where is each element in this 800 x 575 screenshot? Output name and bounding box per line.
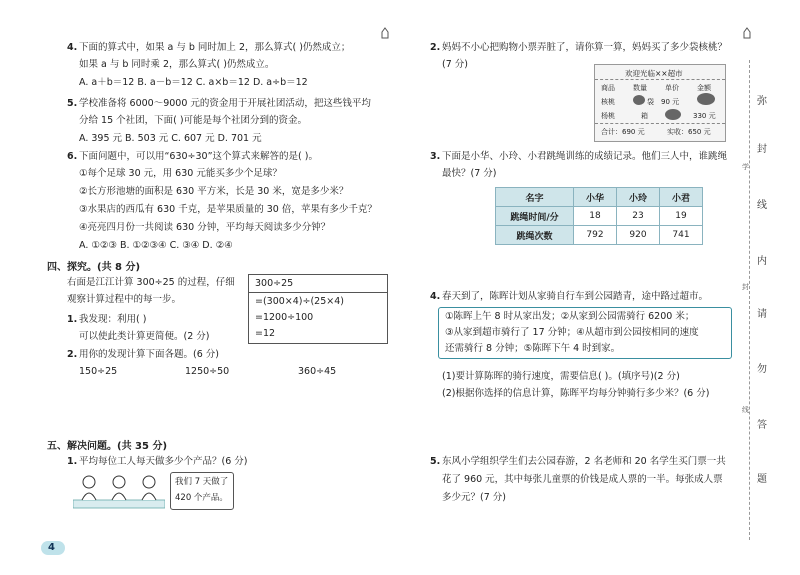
bubble-line2: 420 个产品。: [175, 493, 228, 503]
table-row: [496, 226, 703, 245]
q4-line1: 下面的算式中，如果 a 与 b 同时加上 2，那么算式( )仍然成立；: [79, 42, 351, 53]
calc-step3: =1200÷100: [255, 312, 314, 323]
r-q5-line2: 花了 960 元，其中每张儿童票的价钱是成人票的一半。每张成人票: [442, 474, 723, 485]
q6-item2: ②长方形池塘的面积是 630 平方米，长是 30 米，宽是多少米？: [79, 186, 349, 197]
table-header-cell: 小玲: [617, 188, 660, 207]
q4-number: 4.: [67, 42, 78, 53]
table-header-cell: 小华: [574, 188, 617, 207]
section4-intro1: 右面是江江计算 300÷25 的过程，仔细: [67, 277, 235, 288]
binding-small-char: 学: [742, 163, 749, 171]
table-header-cell: 名字: [496, 188, 574, 207]
receipt-paid: 实收：650 元: [667, 128, 711, 136]
r-q5-line3: 多少元？(7 分): [442, 492, 506, 503]
binding-char: 勿: [757, 364, 767, 375]
ink-stain-2: [697, 93, 715, 105]
q6-item1: ①每个足球 30 元，用 630 元能买多少个足球？: [79, 168, 282, 179]
q5-line2: 分给 15 个社团，下面( )可能是每个社团分到的资金。: [79, 115, 308, 126]
section4-title: 四、探究。(共 8 分): [47, 262, 141, 273]
info-line3: 还需骑行 8 分钟；⑤陈晖下午 4 时到家。: [445, 343, 621, 354]
expr-3: 360÷45: [298, 366, 337, 377]
q4-line2: 如果 a 与 b 同时乘 2，那么算式( )仍然成立。: [79, 59, 275, 70]
table-cell: 跳绳次数: [496, 226, 574, 245]
q5-number: 5.: [67, 98, 78, 109]
info-box: [438, 307, 732, 359]
binding-char: 弥: [757, 96, 767, 107]
calc-step4: =12: [255, 328, 276, 339]
receipt-header-price: 单价: [665, 84, 679, 92]
table-cell: 23: [617, 207, 660, 226]
calc-box: [248, 274, 388, 344]
q5-options: A. 395 元 B. 503 元 C. 607 元 D. 701 元: [79, 133, 262, 144]
s5-q1-number: 1.: [67, 456, 78, 467]
ink-stain-1: [633, 95, 645, 105]
binding-char: 封: [757, 144, 767, 155]
calc-step1: 300÷25: [255, 278, 294, 289]
receipt-row1-unit: 袋: [647, 98, 654, 106]
binding-small-char: 封: [742, 283, 749, 291]
r-q3-number: 3.: [430, 151, 441, 162]
q5-line1: 学校准备将 6000～9000 元的资金用于开展社团活动，把这些钱平均: [79, 98, 371, 109]
expr-1: 150÷25: [79, 366, 118, 377]
r-q2-line2: (7 分): [442, 59, 468, 70]
r-q4-sub1: (1)要计算陈晖的骑行速度，需要信息( )。(填序号)(2 分): [442, 371, 680, 382]
r-q5-line1: 东风小学组织学生们去公园春游，2 名老师和 20 名学生买门票一共: [442, 456, 726, 467]
r-q4-line1: 春天到了，陈晖计划从家骑自行车到公园踏青，途中路过超市。: [442, 291, 709, 302]
r-q2-line1: 妈妈不小心把购物小票弄脏了，请你算一算，妈妈买了多少袋核桃？: [442, 42, 728, 53]
binding-char: 内: [757, 256, 767, 267]
calc-step2: =(300×4)÷(25×4): [255, 296, 344, 307]
binding-char: 线: [757, 200, 767, 211]
receipt-title: 欢迎光临××超市: [625, 69, 683, 78]
s5-q1-line: 平均每位工人每天做多少个产品？(6 分): [79, 456, 248, 467]
s4-q1-line1: 我发现：利用( ): [79, 314, 147, 325]
r-q3-line1: 下面是小华、小玲、小君跳绳训练的成绩记录。他们三人中，谁跳绳: [442, 151, 728, 162]
info-line1: ①陈晖上午 8 时从家出发；②从家到公园需骑行 6200 米；: [445, 311, 695, 322]
binding-char: 题: [757, 474, 767, 485]
receipt-total: 合计：690 元: [601, 128, 645, 136]
q6-options: A. ①②③ B. ①②③④ C. ③④ D. ②④: [79, 240, 233, 251]
table-cell: 741: [660, 226, 703, 245]
page-number-badge: [41, 541, 65, 555]
q4-options: A. a＋b＝12 B. a－b＝12 C. a×b＝12 D. a÷b＝12: [79, 77, 308, 88]
receipt-row2-amount: 330 元: [693, 112, 716, 120]
q6-number: 6.: [67, 151, 78, 162]
binding-small-char: 线: [742, 406, 749, 414]
r-q3-line2: 最快？(7 分): [442, 168, 497, 179]
receipt-row1-price: 90 元: [661, 98, 680, 106]
q6-item4: ④亮亮四月份一共阅读 630 分钟，平均每天阅读多少分钟？: [79, 222, 331, 233]
rocket-tag-icon-left: [378, 26, 392, 40]
r-q5-number: 5.: [430, 456, 441, 467]
workers-illustration: [73, 472, 165, 512]
table-cell: 920: [617, 226, 660, 245]
r-q2-number: 2.: [430, 42, 441, 53]
receipt-header-amount: 金额: [697, 84, 711, 92]
binding-line: [749, 60, 750, 540]
bubble-line1: 我们 7 天做了: [175, 477, 229, 487]
info-line2: ③从家到超市骑行了 17 分钟；④从超市到公园按相同的速度: [445, 327, 699, 338]
receipt-row2-unit: 箱: [641, 112, 648, 120]
s4-q1-line2: 可以使此类计算更简便。(2 分): [79, 331, 210, 342]
ink-stain-3: [665, 109, 681, 120]
table-cell: 19: [660, 207, 703, 226]
binding-char: 答: [757, 420, 767, 431]
table-cell: 跳绳时间/分: [496, 207, 574, 226]
s4-q2-line: 用你的发现计算下面各题。(6 分): [79, 349, 219, 360]
binding-char: 请: [757, 309, 767, 320]
table-header-row: [496, 188, 703, 207]
table-cell: 18: [574, 207, 617, 226]
section5-title: 五、解决问题。(共 35 分): [47, 441, 168, 452]
section4-intro2: 观察计算过程中的每一步。: [67, 294, 182, 305]
table-cell: 792: [574, 226, 617, 245]
speech-bubble: [170, 472, 234, 510]
s4-q1-number: 1.: [67, 314, 78, 325]
q6-item3: ③水果店的西瓜有 630 千克，是苹果质量的 30 倍，苹果有多少千克？: [79, 204, 377, 215]
shopping-receipt: [594, 64, 726, 142]
table-row: [496, 207, 703, 226]
table-header-cell: 小君: [660, 188, 703, 207]
s4-q2-number: 2.: [67, 349, 78, 360]
jump-rope-table: [495, 187, 703, 245]
r-q4-sub2: (2)根据你选择的信息计算，陈晖平均每分钟骑行多少米？(6 分): [442, 388, 710, 399]
rocket-tag-icon-right: [740, 26, 754, 40]
receipt-row1-item: 核桃: [601, 98, 615, 106]
receipt-header-qty: 数量: [633, 84, 647, 92]
page-number: 4: [48, 542, 55, 553]
q6-line1: 下面问题中，可以用“630÷30”这个算式来解答的是( )。: [79, 151, 318, 162]
r-q4-number: 4.: [430, 291, 441, 302]
expr-2: 1250÷50: [185, 366, 230, 377]
receipt-header-item: 商品: [601, 84, 615, 92]
receipt-row2-item: 杨桃: [601, 112, 615, 120]
